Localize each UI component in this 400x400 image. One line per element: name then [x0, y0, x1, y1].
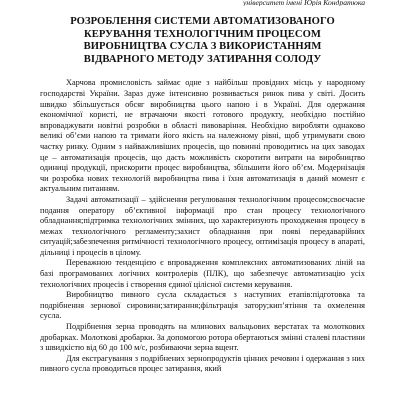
paragraph-production-stages: Виробництво пивного сусла складається з наступних етапів:підготовка та подрібнення зернової сировини;затирання;фільтрація затору;кип’ятіння та охмелення сусла. — [40, 290, 365, 321]
title-line: ВІДВАРНОГО МЕТОДУ ЗАТИРАННЯ СОЛОДУ — [83, 53, 322, 65]
paragraph-automation-tasks: Задачі автоматизації – здійснення регулювання технологічним процесом;своєчасне подання оператору об’єктивної інформації про стан процесу технологічного обладнання;підтримка технологічних змінних, що характеризують проходження процесу в межах технологічного регламенту;захист обладнання при появі передаварійних ситуацій;забезпечення ритмічності технологічного процесу, оптимізація процесу в апараті, дільниці і процесів в цілому. — [40, 194, 365, 257]
title-line: РОЗРОБЛЕННЯ СИСТЕМИ АВТОМАТИЗОВАНОГО — [70, 16, 335, 27]
paragraph-grain-milling: Подрібнення зерна проводять на млинових вальцьових верстатах та молоткових дробарках. Молоткові дробарки. За допомогою ротора обертаються змінні сталеві пластини з швидкістю від 60 до 100 м/с, розбиваючи зерна вщент. — [40, 322, 365, 353]
author-affiliation: університет імені Юрія Кондратюка — [242, 0, 365, 6]
paper-title — [48, 16, 357, 66]
title-line: ВИРОБНИЦТВА СУСЛА З ВИКОРИСТАННЯМ — [83, 41, 322, 53]
body-text — [40, 78, 365, 375]
paragraph-plc-trend: Переважною тенденцією є впровадження комплексних автоматизованих ліній на базі програмованих логічних контролерів (ПЛК), що забезпечує автоматизацію усіх технологічних процесів і створення єдиної цілісної системи керування. — [40, 258, 365, 289]
title-line: КЕРУВАННЯ ТЕХНОЛОГІЧНИМ ПРОЦЕСОМ — [84, 28, 321, 40]
paragraph-intro: Харчова промисловість займає одне з найбільш провідних місць у народному господарстві України. Зараз дуже інтенсивно розвивається ринок пива у світі. Досить швидко збільшується обсяг виробництва цього напою і в Україні. Для одержання економічної користі, не втрачаючи якості готового продукту, необхідно постійно впроваджувати новітні розробки в області пивоваріння. Необхідно виробляти однаково великі об’єми напою та тримати його якість на належному рівні, щоб утримувати свою частку ринку. Одним з найважливіших процесів, що повинні проводитись на цих заводах це – автоматизація процесів, що дасть можливість скоротити витрати на виробництво одиниці продукції, прискорити процес виробництва, збільшити його об’єм. Модернізація чи розробка нових технологій виробництва пива і їхня автоматизація в даний момент є актуальним питанням. — [40, 78, 365, 194]
paragraph-mashing: Для екстрагування з подрібнених зернопродуктів цінних речовин і одержання з них пивного сусла проводиться процес затирання, який — [40, 353, 365, 374]
